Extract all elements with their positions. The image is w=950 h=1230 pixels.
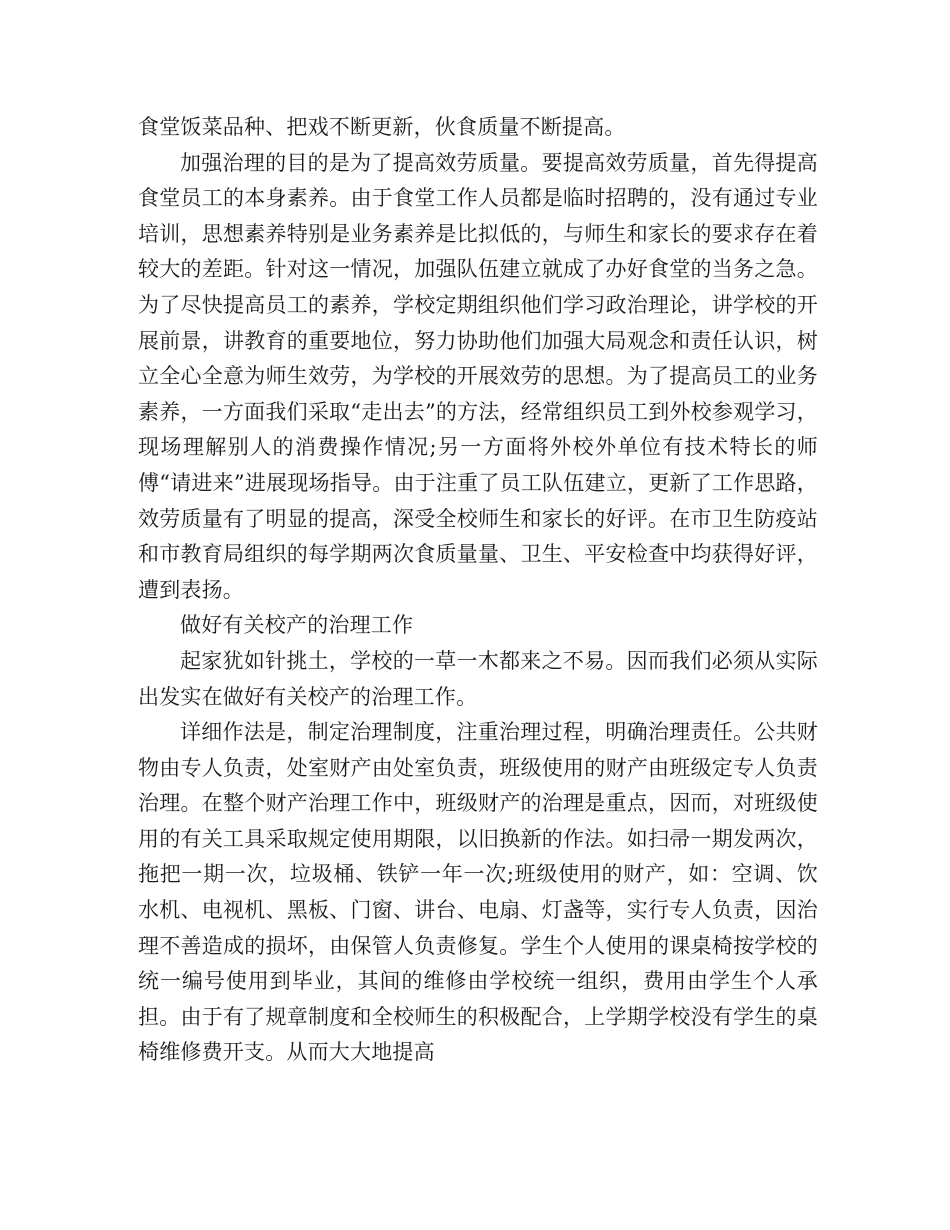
section-heading: 做好有关校产的治理工作 xyxy=(180,613,414,638)
document-body xyxy=(138,110,818,1071)
paragraph-3: 起家犹如针挑土，学校的一草一木都来之不易。因而我们必须从实际出发实在做好有关校产的治理工作。 xyxy=(138,648,818,709)
paragraph-1: 食堂饭菜品种、把戏不断更新，伙食质量不断提高。 xyxy=(138,115,626,139)
paragraph-2: 加强治理的目的是为了提高效劳质量。要提高效劳质量，首先得提高食堂员工的本身素养。由于食堂工作人员都是临时招聘的，没有通过专业培训，思想素养特别是业务素养是比拟低的，与师生和家长的要求存在着较大的差距。针对这一情况，加强队伍建立就成了办好食堂的当务之急。为了尽快提高员工的素养，学校定期组织他们学习政治理论，讲学校的开展前景，讲教育的重要地位，努力协助他们加强大局观念和责任认识，树立全心全意为师生效劳，为学校的开展效劳的思想。为了提高员工的业务素养，一方面我们采取“走出去”的方法，经常组织员工到外校参观学习，现场理解别人的消费操作情况;另一方面将外校外单位有技术特长的师傅“请进来”进展现场指导。由于注重了员工队伍建立，更新了工作思路，效劳质量有了明显的提高，深受全校师生和家长的好评。在市卫生防疫站和市教育局组织的每学期两次食质量量、卫生、平安检查中均获得好评，遭到表扬。 xyxy=(138,150,818,602)
paragraph-4: 详细作法是，制定治理制度，注重治理过程，明确治理责任。公共财物由专人负责，处室财产由处室负责，班级使用的财产由班级定专人负责治理。在整个财产治理工作中，班级财产的治理是重点，因而，对班级使用的有关工具采取规定使用期限，以旧换新的作法。如扫帚一期发两次，拖把一期一次，垃圾桶、铁铲一年一次;班级使用的财产，如：空调、饮水机、电视机、黑板、门窗、讲台、电扇、灯盏等，实行专人负责，因治理不善造成的损坏，由保管人负责修复。学生个人使用的课桌椅按学校的统一编号使用到毕业，其间的维修由学校统一组织，费用由学生个人承担。由于有了规章制度和全校师生的积极配合，上学期学校没有学生的桌椅维修费开支。从而大大地提高 xyxy=(138,720,818,1065)
